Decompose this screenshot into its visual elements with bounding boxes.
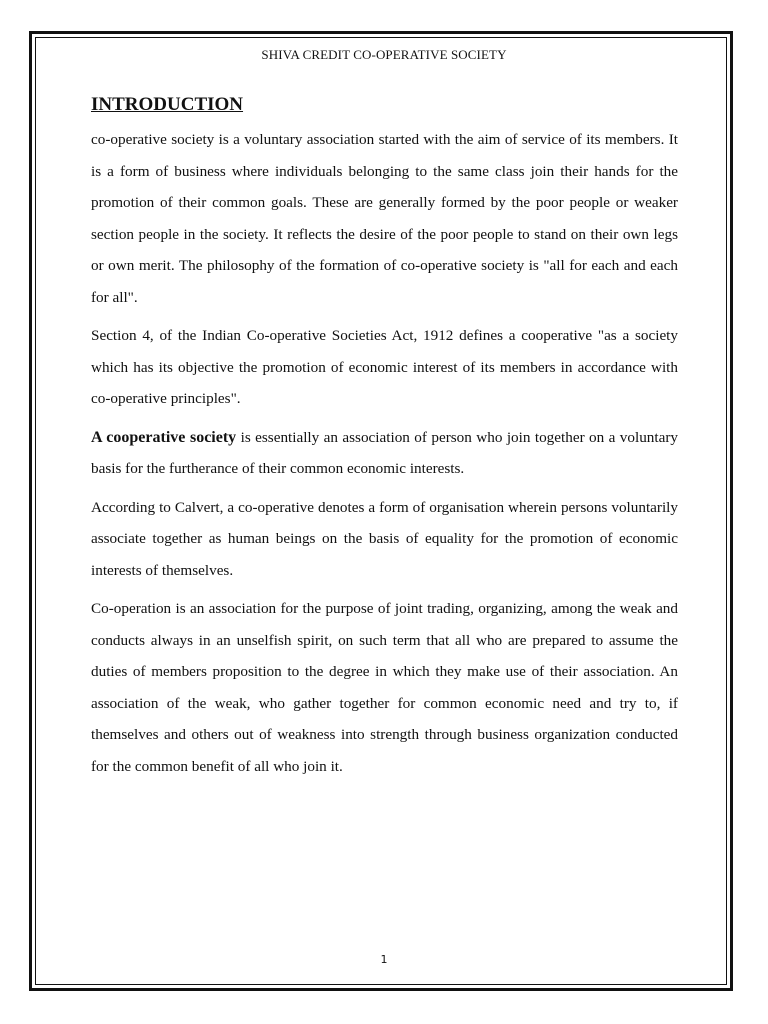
page-number: 1: [380, 953, 388, 966]
paragraph-text: is essentially an association of person who join together on a voluntary basis for the furtherance of their common economic interests.: [91, 428, 678, 477]
paragraph-section-4: Section 4, of the Indian Co-operative Societies Act, 1912 defines a cooperative "as a society which has its objective the promotion of economic interest of its members in accordance with co-operative principles".: [91, 327, 678, 407]
paragraph-co-operation: Co-operation is an association for the purpose of joint trading, organizing, among the weak and conducts always in an unselfish spirit, on such term that all who are prepared to assume the duties of members proposition to the degree in which they make use of their association. An association of the weak, who gather together for common economic need and try to, if themselves and others out of weakness into strength through business organization conducted for the common benefit of all who join it.: [91, 600, 678, 775]
section-heading: INTRODUCTION: [91, 94, 244, 115]
bold-term: A cooperative society: [91, 428, 237, 446]
paragraph-calvert: According to Calvert, a co-operative denotes a form of organisation wherein persons voluntarily associate together as human beings on the basis of equality for the promotion of economic interests of themselves.: [91, 498, 678, 579]
paragraph-cooperative-society: [91, 422, 678, 485]
page-content: [91, 92, 678, 789]
paragraph-definition: co-operative society is a voluntary association started with the aim of service of its members. It is a form of business where individuals belonging to the same class join their hands for the promotion of their common goals. These are generally formed by the poor people or weaker section people in the society. It reflects the desire of the poor people to stand on their own legs or own merit. The philosophy of the formation of co-operative society is "all for each and each for all".: [91, 131, 678, 306]
running-header: SHIVA CREDIT CO-OPERATIVE SOCIETY: [261, 47, 507, 62]
